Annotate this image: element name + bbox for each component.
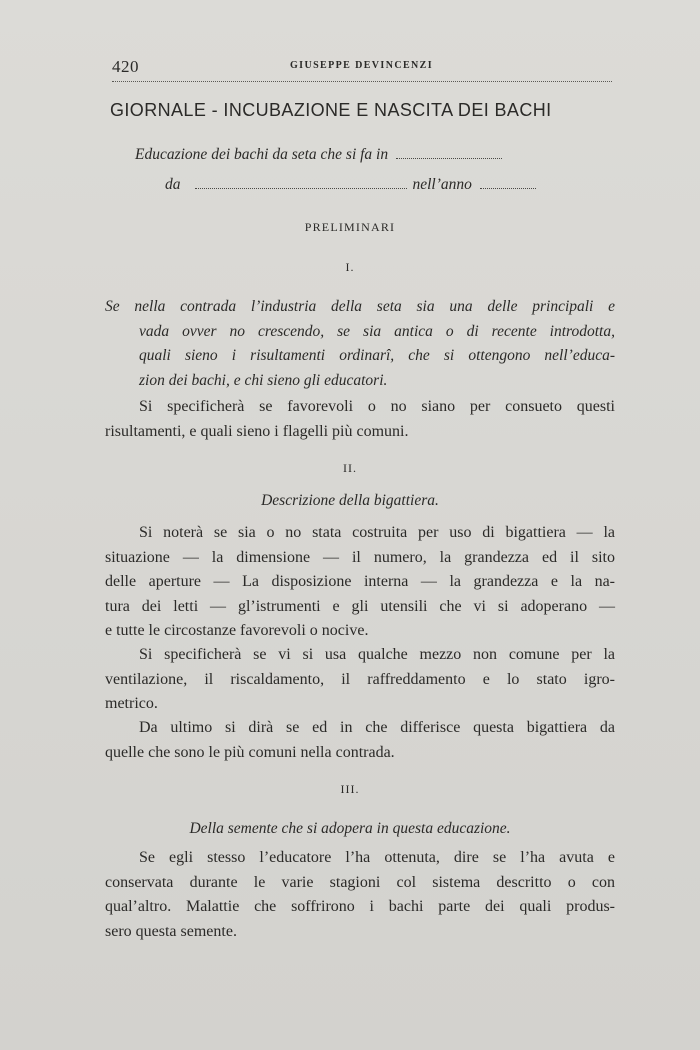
section-2-paragraph-3 xyxy=(105,716,615,765)
section-1-paragraph xyxy=(105,395,615,444)
blank-location-field xyxy=(396,146,502,159)
question-line: quali sieno i risultamenti ordinarî, che si ottengono nell’educa- xyxy=(139,347,615,364)
form-line-1-text: Educazione dei bachi da seta che si fa in xyxy=(135,146,389,163)
paragraph-line: e tutte le circostanze favorevoli o nocive. xyxy=(105,622,369,639)
paragraph-line: Si specificherà se vi si usa qualche mezzo non comune per la xyxy=(139,646,615,663)
paragraph-line: Se egli stesso l’educatore l’ha ottenuta, dire se l’ha avuta e xyxy=(139,849,615,866)
question-line: zion dei bachi, e chi sieno gli educatori. xyxy=(139,371,388,389)
section-3-paragraph-1 xyxy=(105,846,615,944)
blank-year-field xyxy=(480,176,536,189)
paragraph-line: metrico. xyxy=(105,695,158,712)
section-2-numeral: II. xyxy=(343,461,357,475)
paragraph-line: quelle che sono le più comuni nella contrada. xyxy=(105,743,395,761)
question-line: vada ovver no crescendo, se sia antica o di recente introdotta, xyxy=(139,322,615,340)
paragraph-line: tura dei letti — gl’istrumenti e gli utensili che vi si adoperano — xyxy=(105,597,615,615)
paragraph-line: Da ultimo si dirà se ed in che differisce questa bigattiera da xyxy=(139,719,615,736)
blank-period-field xyxy=(195,176,407,189)
section-1-question xyxy=(105,295,615,393)
paragraph-line: risultamenti, e quali sieno i flagelli più comuni. xyxy=(105,422,409,440)
header-dotted-rule xyxy=(112,81,612,82)
question-line: Se nella contrada l’industria della seta sia una delle principali e xyxy=(105,298,615,315)
section-1-numeral: I. xyxy=(345,260,355,274)
paragraph-line: sero questa semente. xyxy=(105,922,237,940)
form-line-2-start: da xyxy=(165,176,181,193)
form-line-2-end: nell’anno xyxy=(412,176,472,193)
paragraph-line: situazione — la dimensione — il numero, la grandezza ed il sito xyxy=(105,548,615,566)
section-2-paragraph-1 xyxy=(105,521,615,644)
page-title: GIORNALE - INCUBAZIONE E NASCITA DEI BACHI xyxy=(110,100,552,120)
page-number: 420 xyxy=(112,57,139,76)
page-header xyxy=(112,54,612,84)
section-2-paragraph-2 xyxy=(105,643,615,717)
paragraph-line: Si noterà se sia o no stata costruita per uso di bigattiera — la xyxy=(139,524,615,541)
section-3-numeral: III. xyxy=(340,782,360,796)
paragraph-line: conservata durante le varie stagioni col sistema descritto o con xyxy=(105,873,615,891)
form-line-2 xyxy=(165,176,536,194)
paragraph-line: Si specificherà se favorevoli o no siano per consueto questi xyxy=(139,398,615,415)
preliminari-heading: PRELIMINARI xyxy=(304,220,396,234)
paragraph-line: ventilazione, il riscaldamento, il raffreddamento e lo stato igro- xyxy=(105,670,615,688)
running-head: GIUSEPPE DEVINCENZI xyxy=(290,60,434,71)
section-2-title: Descrizione della bigattiera. xyxy=(261,492,439,509)
paragraph-line: delle aperture — La disposizione interna — la grandezza e la na- xyxy=(105,573,615,590)
paragraph-line: qual’altro. Malattie che soffrirono i bachi parte dei quali produs- xyxy=(105,898,615,915)
form-line-1 xyxy=(135,146,502,164)
section-3-title: Della semente che si adopera in questa educazione. xyxy=(189,820,511,837)
